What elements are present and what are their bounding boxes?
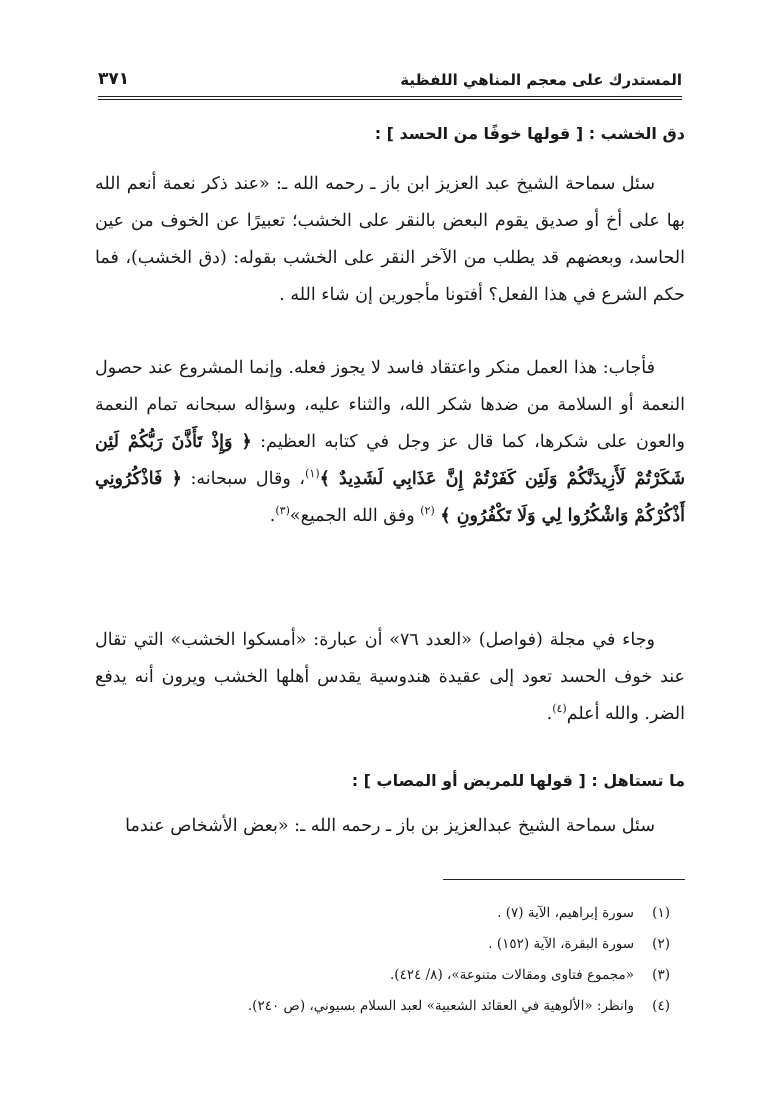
footnote-ref[interactable]: (١): [305, 467, 320, 481]
running-header: [98, 68, 682, 98]
footnote-text: «مجموع فتاوى ومقالات متنوعة»، (٨/ ٤٢٤).: [390, 967, 634, 983]
header-rule: [98, 96, 682, 97]
question-paragraph: [95, 808, 685, 845]
footnote-item: [110, 960, 670, 991]
footnote-item: [110, 898, 670, 929]
footnote-text: وانظر: «الألوهية في العقائد الشعبية» لعبد السلام بسيوني، (ص ٢٤٠).: [247, 998, 634, 1014]
footnote-text: سورة البقرة، الآية (١٥٢) .: [488, 936, 634, 952]
footnote-number: (٤): [652, 998, 670, 1014]
footnote-ref[interactable]: (٣): [275, 504, 290, 518]
answer-text: فأجاب: هذا العمل منكر واعتقاد فاسد لا يجوز فعله. وإنما المشروع عند حصول النعمة أو السلامة من ضدها شكر الله، والثناء عليه، وسؤاله سبحانه تمام النعمة والعون على شكرها، كما قال عز وجل في كتابه العظيم:: [95, 358, 685, 452]
page-number: ٣٧١: [98, 69, 130, 89]
quran-verse: ﴿ وَإِذْ تَأَذَّنَ رَبُّكُمْ لَئِن شَكَرْتُمْ لَأَزِيدَنَّكُمْ وَلَئِن كَفَرْتُمْ إِنَّ عَذَابِي لَشَدِيدٌ ﴾: [95, 432, 685, 489]
answer-text: ، وقال سبحانه:: [190, 469, 306, 489]
answer-text: .: [269, 506, 276, 526]
footnote-item: [110, 929, 670, 960]
footnote-number: (٣): [652, 967, 670, 983]
header-rule: [98, 99, 682, 100]
footnote-item: [110, 991, 670, 1022]
footnote-ref[interactable]: (٤): [552, 702, 567, 716]
footnote-number: (١): [652, 905, 670, 921]
question-paragraph: [95, 166, 685, 314]
question-text: سئل سماحة الشيخ عبد العزيز ابن باز ـ رحمه الله ـ: «عند ذكر نعمة أنعم الله بها على أخ أو صديق يقوم البعض بالنقر على الخشب؛ تعبيرًا عن الخوف من عين الحاسد، وبعضهم قد يطلب من الآخر النقر على الخشب بقوله: (دق الخشب)، فما حكم الشرع في هذا الفعل؟ أفتونا مأجورين إن شاء الله .: [95, 174, 685, 305]
footnote-number: (٢): [652, 936, 670, 952]
footnotes: [110, 898, 670, 1022]
footnote-ref[interactable]: (٢): [420, 504, 435, 518]
footnote-text: سورة إبراهيم، الآية (٧) .: [497, 905, 634, 921]
section-heading: دق الخشب : [ قولها خوفًا من الحسد ] :: [374, 124, 685, 143]
answer-paragraph: [95, 350, 685, 535]
addendum-text: وجاء في مجلة (فواصل) «العدد ٧٦» أن عبارة: «أمسكوا الخشب» التي تقال عند خوف الحسد تعود إلى عقيدة هندوسية يقدس أهلها الخشب ويرون أنه يدفع الضر. والله أعلم: [95, 630, 685, 724]
quran-verse: ﴿ فَاذْكُرُونِي أَذْكُرْكُمْ وَاشْكُرُوا لِي وَلَا تَكْفُرُونِ ﴾: [95, 469, 685, 526]
question-text: سئل سماحة الشيخ عبدالعزيز بن باز ـ رحمه الله ـ: «بعض الأشخاص عندما: [125, 816, 655, 836]
running-title: المستدرك على معجم المناهي اللفظية: [400, 71, 682, 89]
footnote-separator: [443, 879, 685, 880]
section-heading: ما تستاهل : [ قولها للمريض أو المصاب ] :: [351, 771, 685, 790]
answer-text: وفق الله الجميع»: [289, 506, 421, 526]
addendum-paragraph: [95, 622, 685, 733]
addendum-text: .: [546, 704, 553, 724]
